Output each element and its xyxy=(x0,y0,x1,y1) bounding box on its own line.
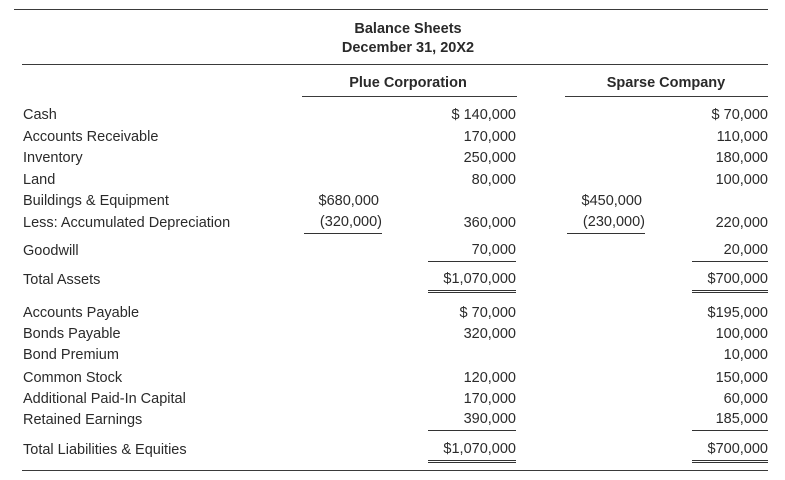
sheet-date: December 31, 20X2 xyxy=(341,40,475,56)
row-label-accounts-payable: Accounts Payable xyxy=(23,305,140,321)
sparse-common-stock: 150,000 xyxy=(715,370,768,386)
row-label-accounts-receivable: Accounts Receivable xyxy=(23,129,159,145)
plue-land: 80,000 xyxy=(471,172,516,188)
plue-goodwill: 70,000 xyxy=(428,241,516,262)
sparse-cash: $ 70,000 xyxy=(711,107,768,123)
balance-sheet-table xyxy=(8,0,778,480)
sparse-inventory: 180,000 xyxy=(715,150,768,166)
plue-total-assets: $1,070,000 xyxy=(428,270,516,293)
plue-buildings-equipment: $680,000 xyxy=(318,193,379,209)
plue-accounts-payable: $ 70,000 xyxy=(459,305,516,321)
plue-accounts-receivable: 170,000 xyxy=(463,129,516,145)
row-label-cash: Cash xyxy=(23,107,57,123)
column-header-sparse: Sparse Company xyxy=(606,75,726,91)
sparse-buildings-equipment: $450,000 xyxy=(581,193,642,209)
sparse-net-buildings: 220,000 xyxy=(715,215,768,231)
plue-inventory: 250,000 xyxy=(463,150,516,166)
plue-common-stock: 120,000 xyxy=(463,370,516,386)
bottom-rule xyxy=(22,470,768,471)
plue-accumulated-depreciation: (320,000) xyxy=(304,213,382,234)
sparse-land: 100,000 xyxy=(715,172,768,188)
row-label-inventory: Inventory xyxy=(23,150,83,166)
sparse-total-liabilities-equities: $700,000 xyxy=(692,440,768,463)
header-rule xyxy=(22,64,768,65)
column-header-plue: Plue Corporation xyxy=(349,75,467,91)
plue-bonds-payable: 320,000 xyxy=(463,326,516,342)
row-label-common-stock: Common Stock xyxy=(23,370,123,386)
plue-cash: $ 140,000 xyxy=(451,107,516,123)
sparse-total-assets: $700,000 xyxy=(692,270,768,293)
sparse-additional-paid-in-capital: 60,000 xyxy=(723,391,768,407)
sparse-goodwill: 20,000 xyxy=(692,241,768,262)
sparse-bond-premium: 10,000 xyxy=(723,347,768,363)
plue-net-buildings: 360,000 xyxy=(463,215,516,231)
row-label-total-liabilities-equities: Total Liabilities & Equities xyxy=(23,442,187,458)
sparse-bonds-payable: 100,000 xyxy=(715,326,768,342)
row-label-goodwill: Goodwill xyxy=(23,243,79,259)
sparse-accounts-payable: $195,000 xyxy=(707,305,768,321)
top-rule xyxy=(14,9,768,10)
sparse-accumulated-depreciation: (230,000) xyxy=(567,213,645,234)
plue-retained-earnings: 390,000 xyxy=(428,410,516,431)
row-label-bonds-payable: Bonds Payable xyxy=(23,326,121,342)
row-label-total-assets: Total Assets xyxy=(23,272,101,288)
row-label-land: Land xyxy=(23,172,56,188)
plue-additional-paid-in-capital: 170,000 xyxy=(463,391,516,407)
plue-total-liabilities-equities: $1,070,000 xyxy=(428,440,516,463)
sparse-accounts-receivable: 110,000 xyxy=(716,129,768,145)
plue-header-underline xyxy=(302,96,517,97)
sheet-title: Balance Sheets xyxy=(354,21,462,37)
row-label-retained-earnings: Retained Earnings xyxy=(23,412,143,428)
row-label-bond-premium: Bond Premium xyxy=(23,347,119,363)
row-label-additional-paid-in-capital: Additional Paid-In Capital xyxy=(23,391,186,407)
sparse-retained-earnings: 185,000 xyxy=(692,410,768,431)
row-label-accumulated-depreciation: Less: Accumulated Depreciation xyxy=(23,215,231,231)
sparse-header-underline xyxy=(565,96,768,97)
row-label-buildings-equipment: Buildings & Equipment xyxy=(23,193,169,209)
